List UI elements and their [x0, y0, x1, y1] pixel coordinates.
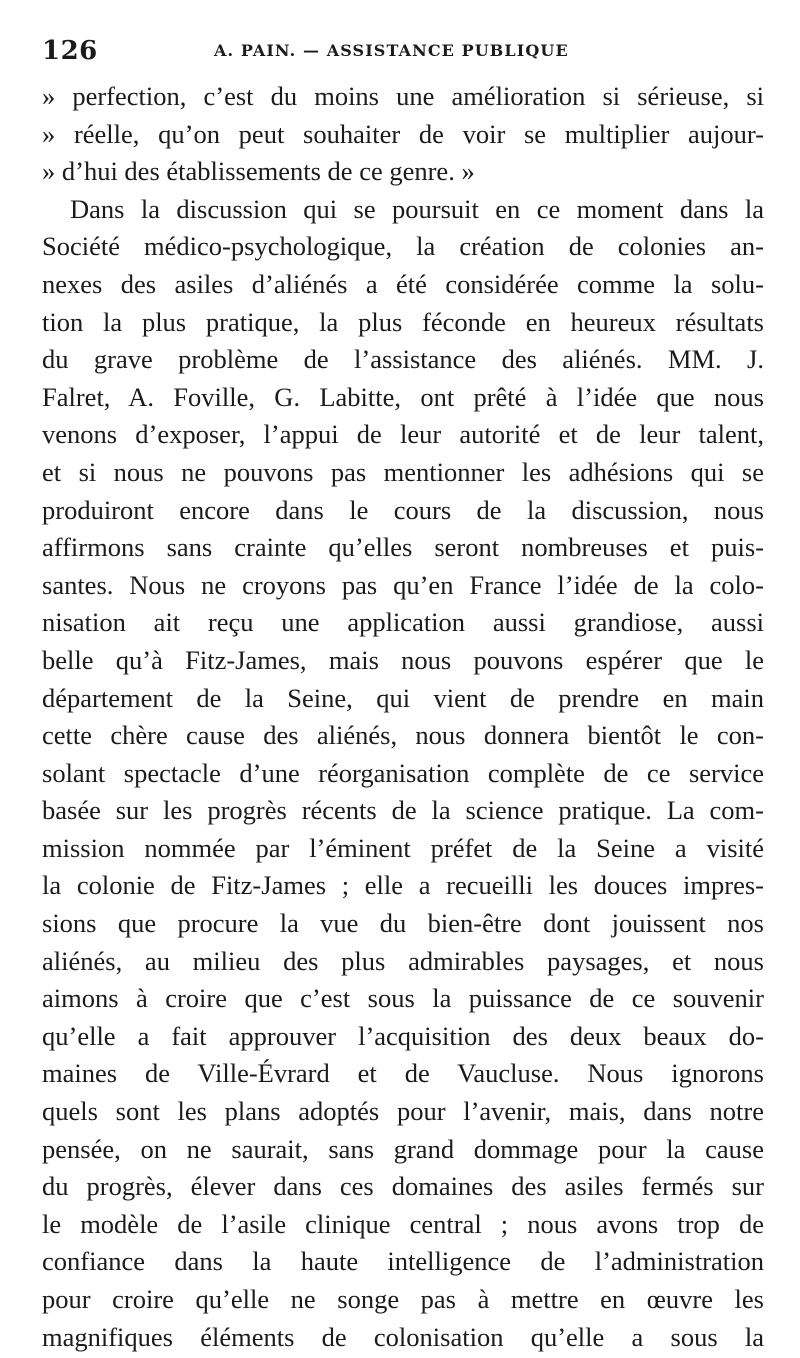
- text-line: Société médico-psychologique, la création de colonies an-: [42, 231, 764, 262]
- text-line: mission nommée par l’éminent préfet de la Seine a visité: [42, 832, 764, 863]
- text-line: venons d’exposer, l’appui de leur autorité et de leur talent,: [42, 419, 764, 450]
- text-line: santes. Nous ne croyons pas qu’en France l’idée de la colo-: [42, 569, 764, 600]
- running-head: [42, 34, 764, 74]
- text-line: du grave problème de l’assistance des aliénés. MM. J.: [42, 344, 764, 375]
- running-title: A. PAIN. — ASSISTANCE PUBLIQUE: [214, 41, 569, 60]
- text-line: aimons à croire que c’est sous la puissance de ce souvenir: [42, 983, 764, 1014]
- text-line: département de la Seine, qui vient de prendre en main: [42, 682, 764, 713]
- text-line: la colonie de Fitz-James ; elle a recueilli les douces impres-: [42, 870, 764, 901]
- text-line: pour croire qu’elle ne songe pas à mettre en œuvre les: [42, 1284, 764, 1314]
- text-line: qu’elle a fait approuver l’acquisition des deux beaux do-: [42, 1020, 764, 1051]
- page-number: 126: [42, 36, 98, 66]
- text-line: tion la plus pratique, la plus féconde en heureux résultats: [42, 306, 764, 337]
- text-line: basée sur les progrès récents de la science pratique. La com-: [42, 795, 764, 826]
- text-line: le modèle de l’asile clinique central ; nous avons trop de: [42, 1208, 764, 1239]
- text-line: cette chère cause des aliénés, nous donnera bientôt le con-: [42, 720, 764, 751]
- text-line: » d’hui des établissements de ce genre. »: [42, 156, 475, 187]
- text-line: » perfection, c’est du moins une amélioration si sérieuse, si: [42, 81, 764, 111]
- text-line: » réelle, qu’on peut souhaiter de voir se multiplier aujour-: [42, 118, 764, 149]
- text-line: maines de Ville-Évrard et de Vaucluse. Nous ignorons: [42, 1058, 764, 1089]
- text-line: magnifiques éléments de colonisation qu’elle a sous la: [42, 1321, 764, 1352]
- text-line: et si nous ne pouvons pas mentionner les adhésions qui se: [42, 456, 764, 487]
- text-line: quels sont les plans adoptés pour l’avenir, mais, dans notre: [42, 1096, 764, 1127]
- text-line: produiront encore dans le cours de la discussion, nous: [42, 494, 764, 525]
- text-line: pensée, on ne saurait, sans grand dommage pour la cause: [42, 1133, 764, 1164]
- text-line: du progrès, élever dans ces domaines des asiles fermés sur: [42, 1171, 764, 1202]
- text-line: sions que procure la vue du bien-être dont jouissent nos: [42, 908, 764, 939]
- body-text: [42, 78, 764, 1356]
- text-line: solant spectacle d’une réorganisation complète de ce service: [42, 757, 764, 788]
- text-line: nisation ait reçu une application aussi grandiose, aussi: [42, 607, 764, 638]
- text-line: belle qu’à Fitz-James, mais nous pouvons espérer que le: [42, 644, 764, 675]
- text-line: Dans la discussion qui se poursuit en ce moment dans la: [70, 193, 764, 224]
- text-line: nexes des asiles d’aliénés a été considérée comme la solu-: [42, 268, 764, 299]
- text-line: confiance dans la haute intelligence de l’administration: [42, 1246, 764, 1277]
- text-line: Falret, A. Foville, G. Labitte, ont prêté à l’idée que nous: [42, 381, 764, 412]
- text-line: affirmons sans crainte qu’elles seront nombreuses et puis-: [42, 532, 764, 563]
- text-line: aliénés, au milieu des plus admirables paysages, et nous: [42, 945, 764, 976]
